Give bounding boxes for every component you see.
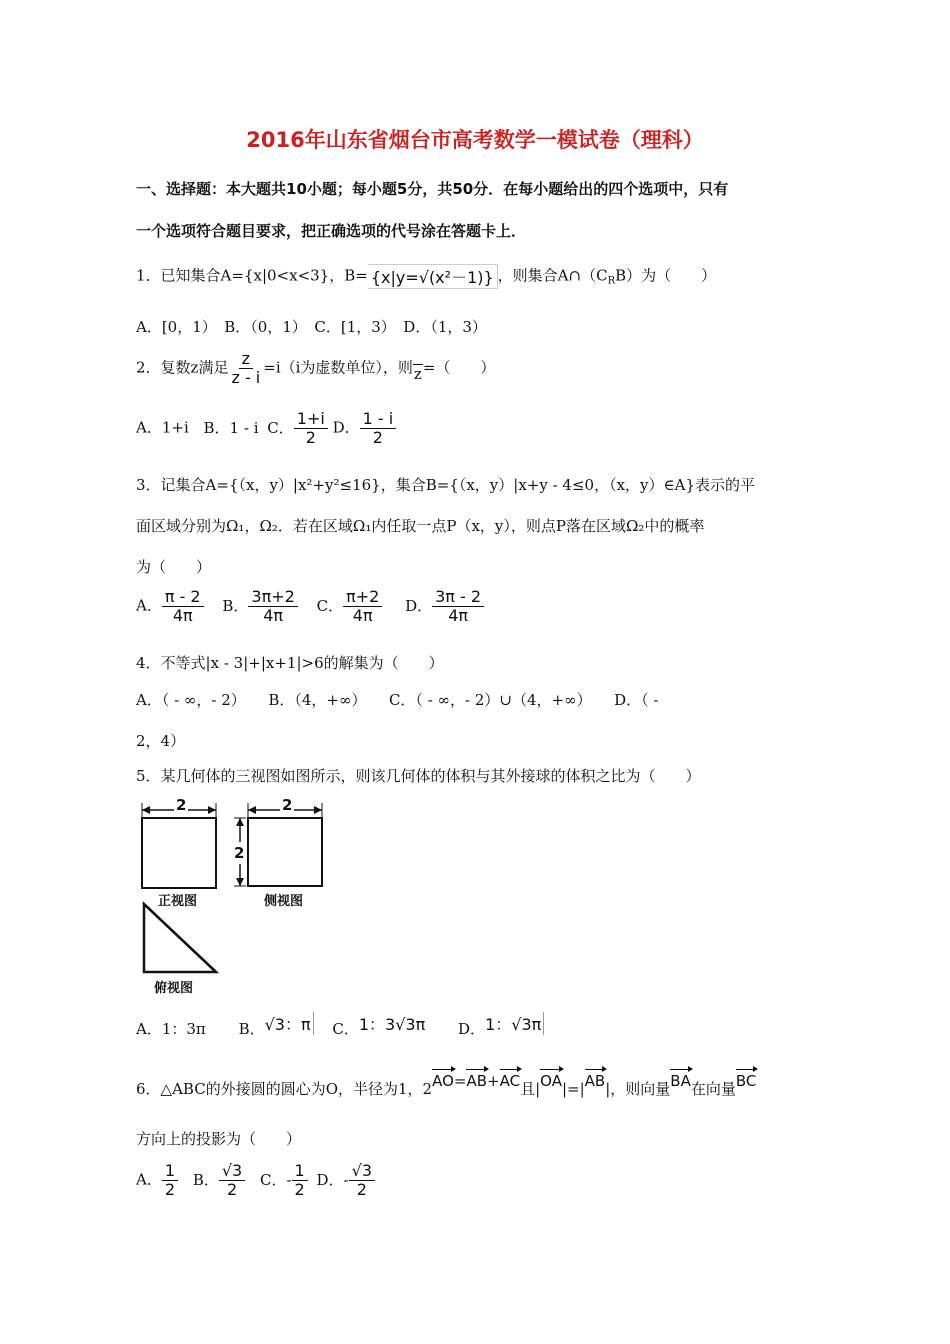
question-5-stem: 5．某几何体的三视图如图所示，则该几何体的体积与其外接球的体积之比为（ ） xyxy=(136,767,701,785)
question-6-choices xyxy=(136,1162,375,1199)
q6-choice-b-fraction xyxy=(219,1162,245,1199)
q2-d-num: 1 - i xyxy=(360,410,397,429)
question-5-choices xyxy=(136,1012,544,1039)
vector-ba: BA xyxy=(670,1072,691,1090)
q6-mid: |=| xyxy=(561,1080,585,1098)
vector-oa: OA xyxy=(540,1072,562,1090)
q2-fraction-denominator: z - i xyxy=(231,368,261,387)
q2-suffix: =（ ） xyxy=(422,358,496,377)
side-view-dimension-top: 2 xyxy=(282,796,293,814)
q2-z-conjugate: z xyxy=(413,364,422,383)
q5-choice-d-math: 1：√3π xyxy=(485,1012,544,1035)
front-view-square xyxy=(142,818,216,888)
q3-d-num: 3π - 2 xyxy=(432,588,484,607)
q6-in: 在向量 xyxy=(690,1080,736,1098)
q6-c-den: 2 xyxy=(294,1180,305,1199)
q2-fraction-numerator: z xyxy=(239,350,253,369)
q5-choice-c-label: C． xyxy=(332,1020,359,1038)
question-4-choices-line1: A．（ - ∞，- 2） B．（4，+∞） C．（ - ∞，- 2）∪（4，+∞） D．（ - xyxy=(136,691,659,709)
q6-choice-d-label: D．- xyxy=(316,1170,349,1189)
q3-choice-d-fraction xyxy=(432,588,484,625)
section-heading-line1: 一、选择题：本大题共10小题；每小题5分，共50分．在每小题给出的四个选项中，只有 xyxy=(136,180,729,198)
question-6-line2: 方向上的投影为（ ） xyxy=(136,1130,302,1148)
q1-prefix: 1．已知集合A={x|0<x<3}，B= xyxy=(136,266,368,285)
vector-ao: AO xyxy=(432,1072,454,1090)
q2-c-den: 2 xyxy=(305,428,316,447)
q1-suffix: ，则集合A∩（C xyxy=(497,266,608,285)
q6-choice-a-fraction xyxy=(162,1162,178,1199)
q3-d-den: 4π xyxy=(448,606,468,625)
question-3-line1: 3．记集合A={（x，y）|x²+y²≤16}，集合B={（x，y）|x+y - 4≤0，（x，y）∈A}表示的平 xyxy=(136,476,756,494)
q2-choice-c-label: C． xyxy=(267,418,294,437)
q1-set-b-formula: {x|y=√(x²－1)} xyxy=(368,264,498,289)
front-dim-arrow-left xyxy=(142,806,150,814)
q1-subscript: R xyxy=(607,275,616,287)
front-dim-arrow-right xyxy=(208,806,216,814)
q6-b-num: √3 xyxy=(219,1162,245,1181)
q5-choice-a: A．1：3π xyxy=(136,1020,206,1038)
q2-c-num: 1+i xyxy=(294,410,328,429)
q6-choice-c-fraction xyxy=(292,1162,308,1199)
q6-choice-d-fraction xyxy=(349,1162,375,1199)
q2-fraction xyxy=(228,350,263,387)
q6-a-num: 1 xyxy=(162,1162,178,1181)
q1-suffix2: B）为（ ） xyxy=(615,266,717,285)
q6-then: |，则向量 xyxy=(605,1080,671,1098)
q3-choice-a-fraction xyxy=(162,588,204,625)
question-3-line3: 为（ ） xyxy=(136,558,212,576)
q3-choice-b-fraction xyxy=(248,588,297,625)
q2-choice-d-fraction xyxy=(360,410,397,447)
q2-choice-c-fraction xyxy=(294,410,328,447)
q2-choice-d-label: D． xyxy=(332,418,360,437)
q6-choice-c-label: C．- xyxy=(260,1170,292,1189)
q2-d-den: 2 xyxy=(372,428,383,447)
q3-b-num: 3π+2 xyxy=(248,588,297,607)
q3-a-num: π - 2 xyxy=(162,588,204,607)
q2-prefix: 2．复数z满足 xyxy=(136,358,229,377)
question-2-choices xyxy=(136,410,396,447)
q6-b-den: 2 xyxy=(226,1180,238,1199)
q3-choice-c-label: C． xyxy=(316,596,344,615)
q3-c-num: π+2 xyxy=(343,588,382,607)
question-4-choices-line2: 2，4） xyxy=(136,732,186,750)
front-view-dimension: 2 xyxy=(176,796,187,814)
q5-choice-d-label: D． xyxy=(458,1020,486,1038)
q6-d-num: √3 xyxy=(349,1162,375,1181)
q3-c-den: 4π xyxy=(352,606,373,625)
q5-choice-c-math: 1：3√3π xyxy=(358,1015,426,1034)
side-view-label: 侧视图 xyxy=(264,894,304,909)
q2-middle: =i（i为虚数单位），则 xyxy=(263,358,413,377)
page-title: 2016年山东省烟台市高考数学一模试卷（理科） xyxy=(246,128,704,152)
q3-choice-c-fraction xyxy=(343,588,382,625)
question-1-stem xyxy=(136,264,716,289)
q6-choice-a-label: A． xyxy=(136,1170,162,1189)
question-6-stem xyxy=(136,1072,756,1099)
vector-bc: BC xyxy=(735,1072,757,1090)
question-3-choices xyxy=(136,588,484,625)
q6-c-num: 1 xyxy=(292,1162,308,1181)
q2-choice-a: A．1+i xyxy=(136,418,189,437)
q3-b-den: 4π xyxy=(263,606,284,625)
vector-ab: AB xyxy=(466,1072,488,1090)
q3-choice-d-label: D． xyxy=(405,596,433,615)
vector-ac: AC xyxy=(499,1072,521,1090)
q2-choice-b: B．1 - i xyxy=(203,418,259,437)
side-view-square xyxy=(248,818,322,886)
q6-prefix: 6．△ABC的外接圆的圆心为O，半径为1，2 xyxy=(136,1080,433,1098)
q3-choice-a-label: A． xyxy=(136,596,162,615)
front-view-label: 正视图 xyxy=(158,894,198,909)
section-heading-line2: 一个选项符合题目要求，把正确选项的代号涂在答题卡上． xyxy=(136,222,527,240)
question-4-stem: 4．不等式|x - 3|+|x+1|>6的解集为（ ） xyxy=(136,654,444,672)
three-view-figure xyxy=(134,796,334,1000)
top-view-label: 俯视图 xyxy=(154,981,194,996)
q6-and: 且| xyxy=(520,1080,541,1098)
q6-choice-b-label: B． xyxy=(192,1170,219,1189)
side-view-dimension-left: 2 xyxy=(234,844,245,862)
question-2-stem xyxy=(136,350,495,387)
q6-equals: = xyxy=(453,1072,467,1090)
q3-choice-b-label: B． xyxy=(222,596,249,615)
question-1-choices: A．[0，1） B．（0，1） C．[1，3） D．（1，3） xyxy=(136,318,487,336)
vector-ab-2: AB xyxy=(584,1072,606,1090)
q5-choice-b-math: √3：π xyxy=(265,1012,314,1035)
question-3-line2: 面区域分别为Ω₁，Ω₂．若在区域Ω₁内任取一点P（x，y），则点P落在区域Ω₂中的概率 xyxy=(136,517,705,535)
q6-plus: + xyxy=(487,1072,500,1090)
q3-a-den: 4π xyxy=(172,606,193,625)
q6-d-den: 2 xyxy=(356,1180,367,1199)
q6-a-den: 2 xyxy=(164,1180,176,1199)
q5-choice-b-label: B． xyxy=(238,1020,265,1038)
